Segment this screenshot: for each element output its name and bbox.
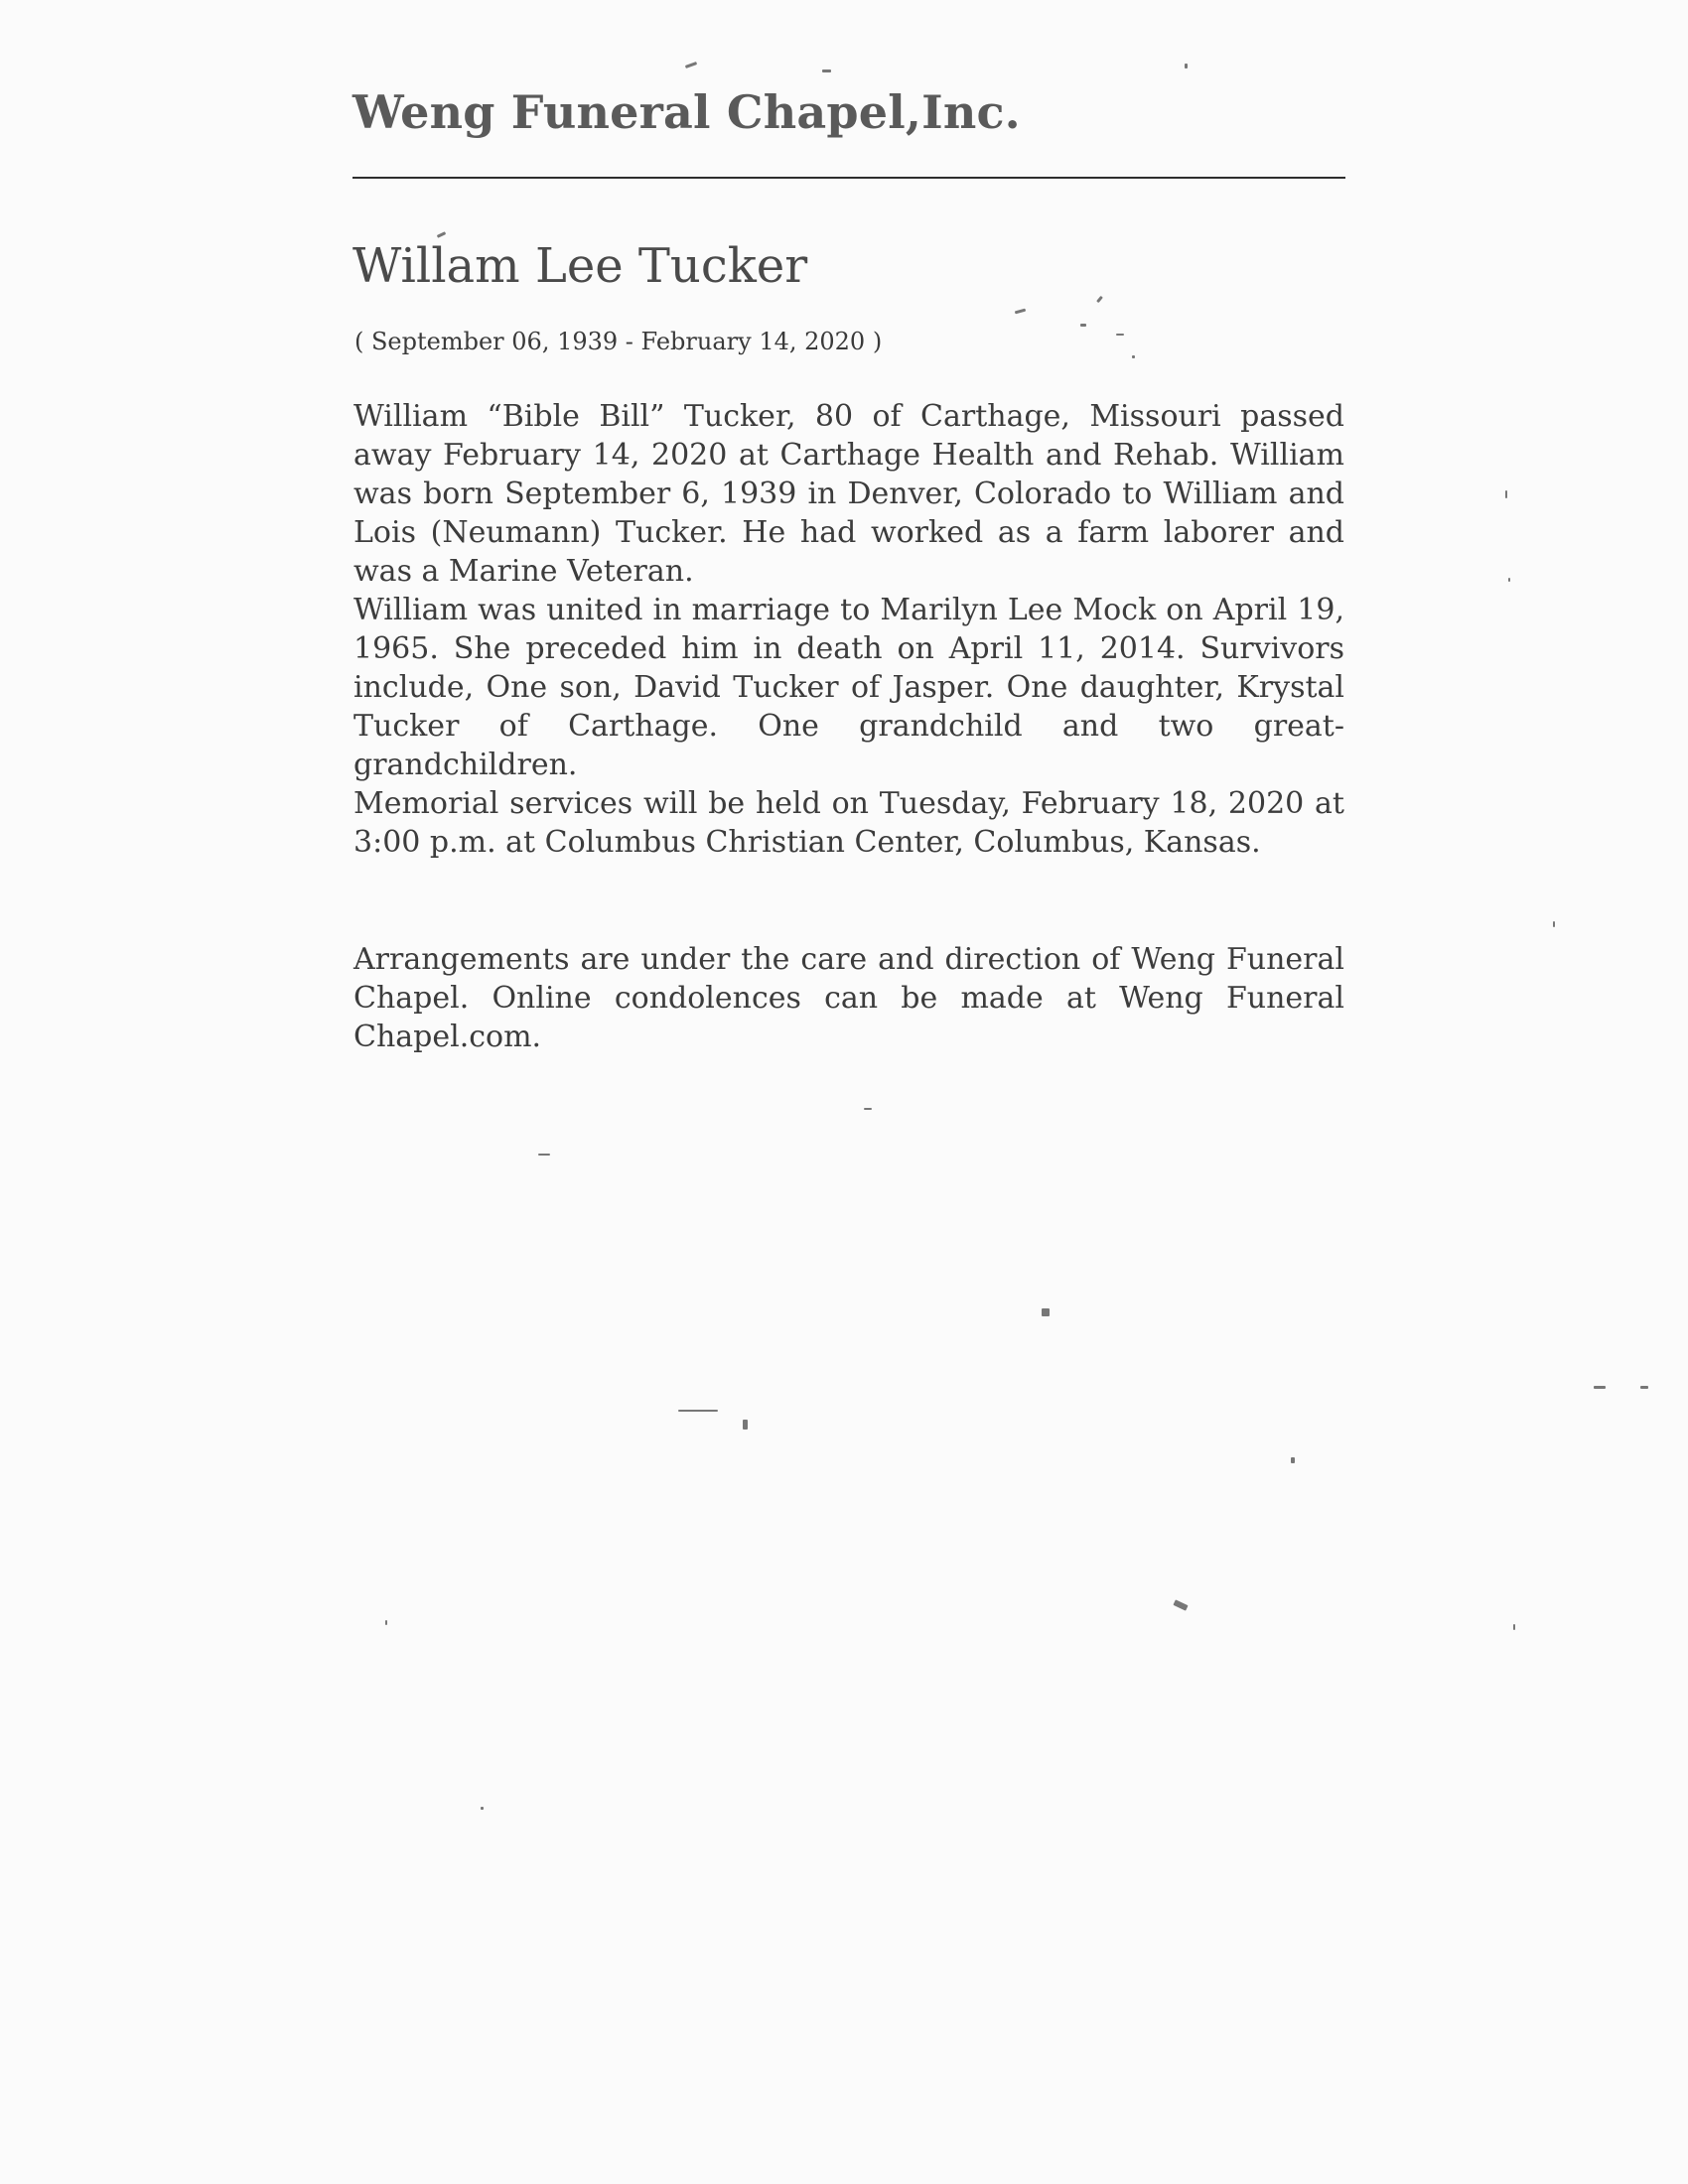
scan-speck (1291, 1457, 1295, 1463)
decedent-name: Willam Lee Tucker (352, 238, 808, 294)
scan-speck (1508, 578, 1510, 582)
obituary-paragraph: Memorial services will be held on Tuesday, February 18, 2020 at 3:00 p.m. at Columbus Christian Center, Columbus, Kansas. (353, 786, 1344, 860)
scan-speck (1096, 296, 1103, 303)
scan-speck (743, 1420, 748, 1430)
scan-speck (481, 1807, 484, 1810)
scan-speck (437, 231, 446, 238)
company-name: Weng Funeral Chapel,Inc. (352, 85, 1021, 139)
scan-speck (864, 1108, 872, 1110)
scan-speck (685, 62, 697, 68)
scan-speck (1185, 64, 1188, 68)
scan-speck (678, 1410, 718, 1412)
scan-speck (822, 69, 831, 72)
scan-speck (385, 1620, 387, 1625)
scan-speck (1080, 324, 1086, 327)
obituary-body (353, 397, 1344, 862)
scan-speck (1513, 1624, 1515, 1630)
scan-speck (1594, 1386, 1606, 1389)
arrangements-note: Arrangements are under the care and direction of Weng Funeral Chapel. Online condolences can be made at Weng Funeral Chapel.com. (353, 942, 1344, 1054)
scan-speck (1116, 334, 1124, 336)
life-dates: ( September 06, 1939 - February 14, 2020 ) (354, 328, 883, 355)
obituary-paragraph: William “Bible Bill” Tucker, 80 of Carthage, Missouri passed away February 14, 2020 at Carthage Health and Rehab. William was born September 6, 1939 in Denver, Colorado to William and Lois (Neumann) Tucker. He had worked as a farm laborer and was a Marine Veteran. (353, 399, 1344, 589)
scan-speck (1640, 1386, 1648, 1389)
letterhead (352, 87, 1345, 138)
header-divider (352, 177, 1345, 179)
scan-speck (1553, 921, 1555, 927)
obituary-paragraph: William was united in marriage to Marilyn Lee Mock on April 19, 1965. She preceded him in death on April 11, 2014. Survivors include, One son, David Tucker of Jasper. One daughter, Krystal Tucker of Carthage. One grandchild and two great-grandchildren. (353, 593, 1344, 782)
scan-speck (1132, 355, 1135, 358)
scan-speck (538, 1154, 550, 1156)
scan-speck (1173, 1599, 1188, 1610)
scan-speck (1505, 490, 1507, 498)
scan-speck (1015, 309, 1026, 315)
scan-speck (1042, 1308, 1050, 1316)
